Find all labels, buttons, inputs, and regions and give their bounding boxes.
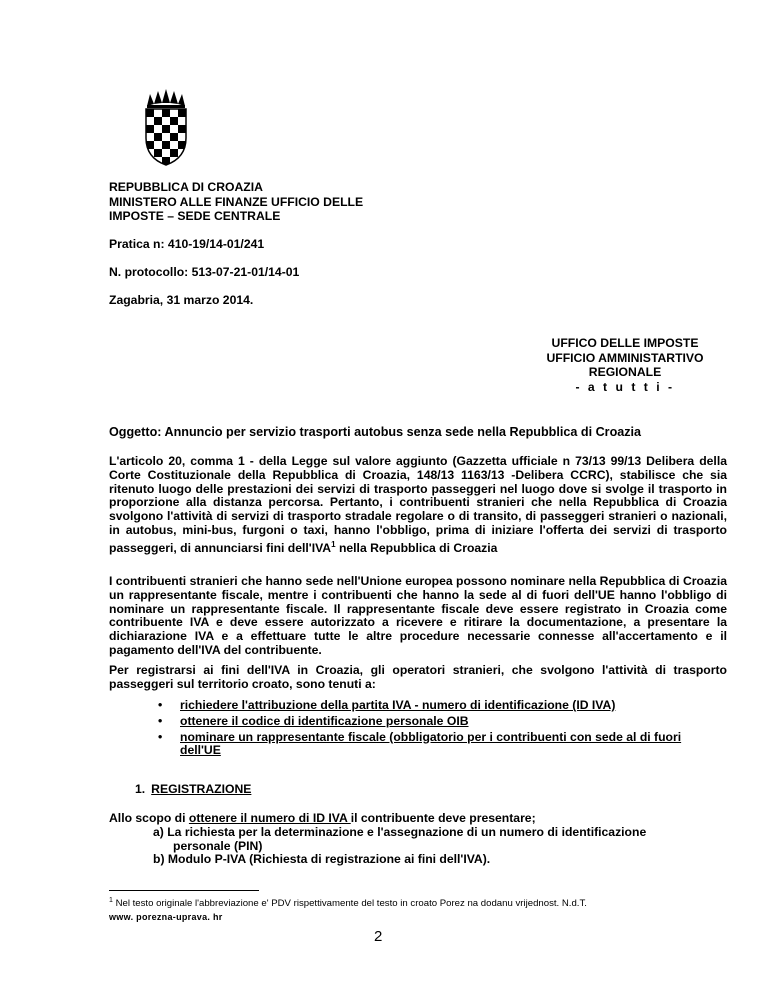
- footnote-text: Nel testo originale l'abbreviazione e' PDV rispettivamente del testo in croato Porez na dodanu vrijednost. N.d.T.: [112, 898, 587, 910]
- issuer-header: [109, 180, 363, 224]
- recipient-line-3: REGIONALE: [588, 365, 662, 379]
- page-number: 2: [374, 928, 383, 945]
- paragraph-two: I contribuenti stranieri che hanno sede nell'Unione europea possono nominare nella Repubblica di Croazia un rappresentante fiscale, mentre i contribuenti che hanno la sede al di fuori dell'UE hanno l'obbligo di nominare un rappresentante fiscale. Il rappresentante fiscale deve essere registrato in Croazia come contribuente IVA e deve essere autorizzato a ricevere e ritirare la documentazione, a presentare la dichiarazione IVA e a effettuare tutte le altre procedure necessarie connesse all'accertamento e il pagamento dell'IVA del contribuente.: [109, 574, 727, 657]
- list-item: [152, 731, 712, 759]
- footnote-divider: [109, 890, 259, 891]
- pratica-number: Pratica n: 410-19/14-01/241: [109, 237, 265, 251]
- item-a: a) La richiesta per la determinazione e l'assegnazione di un numero di identificazione: [153, 824, 647, 839]
- header-line-1: REPUBBLICA DI CROAZIA: [109, 180, 263, 194]
- header-line-3: IMPOSTE – SEDE CENTRALE: [109, 209, 281, 223]
- document-date: Zagabria, 31 marzo 2014.: [109, 293, 254, 307]
- subject-line: Oggetto: Annuncio per servizio trasporti autobus senza sede nella Repubblica di Croazia: [109, 425, 642, 439]
- header-line-2: MINISTERO ALLE FINANZE UFFICIO DELLE: [109, 194, 364, 209]
- lead-start: Allo scopo di: [109, 811, 189, 825]
- item-b: b) Modulo P-IVA (Richiesta di registrazione ai fini dell'IVA).: [153, 852, 491, 867]
- recipient-line-1: UFFICO DELLE IMPOSTE: [551, 336, 699, 350]
- registration-instructions: [109, 812, 729, 867]
- list-item-text: nominare un rappresentante fiscale (obbligatorio per i contribuenti con sede al di fuori dell'UE: [180, 729, 682, 758]
- footnote-mark: 1: [109, 897, 113, 904]
- protocol-number: N. protocollo: 513-07-21-01/14-01: [109, 265, 300, 279]
- paragraph-1-text: L'articolo 20, comma 1 - della Legge sul valore aggiunto (Gazzetta ufficiale n 73/13 99/13 Delibera della Corte Costituzionale della Repubblica di Croazia, 148/13 1163/13 -Delibera CCRC), stabilisce che sia ritenuto luogo delle prestazioni dei servizi di trasporto passeggeri nel luogo dove si svolge il trasporto in proporzione alla distanza percorsa. Pertanto, i contribuenti stranieri che nella Repubblica di Croazia svolgono l'attività di servizi di trasporto stradale regolare o di transito, di passeggeri stranieri o nazionali, in autobus, mini-bus, furgoni o taxi, hanno l'obbligo, prima di iniziare l'offerta dei servizi di trasporto passeggeri, di annunciarsi fini dell'IVA: [109, 454, 727, 555]
- recipient-block: [515, 336, 735, 394]
- croatian-coat-of-arms-icon: [143, 88, 189, 166]
- registration-lead: [109, 812, 729, 826]
- bullet-icon: •: [158, 698, 163, 712]
- requirements-list: [152, 699, 712, 760]
- website-url: www. porezna-uprava. hr: [109, 912, 223, 922]
- paragraph-three: Per registrarsi ai fini dell'IVA in Croazia, gli operatori stranieri, che svolgono l'attività di trasporto passeggeri sul territorio croato, sono tenuti a:: [109, 663, 727, 691]
- recipient-line-2: UFFICIO AMMINISTARTIVO: [546, 350, 704, 365]
- lead-underlined: ottenere il numero di ID IVA: [188, 811, 351, 825]
- section-number: 1.: [135, 782, 146, 796]
- lead-end: il contribuente deve presentare;: [350, 811, 536, 825]
- footnote: [109, 897, 587, 909]
- list-item: [152, 715, 712, 729]
- list-item-text: richiedere l'attribuzione della partita IVA - numero di identificazione (ID IVA): [180, 698, 616, 712]
- item-a-continued: personale (PIN): [173, 838, 263, 853]
- list-item-text: ottenere il codice di identificazione personale OIB: [180, 713, 469, 728]
- footnote-reference: 1: [331, 539, 336, 549]
- recipient-line-4: - a t u t t i -: [575, 379, 675, 394]
- list-item: [152, 699, 712, 713]
- paragraph-1-end: nella Repubblica di Croazia: [335, 540, 498, 555]
- section-title: REGISTRAZIONE: [151, 782, 252, 796]
- bullet-icon: •: [158, 713, 163, 728]
- bullet-icon: •: [158, 729, 163, 744]
- section-heading: [135, 782, 251, 796]
- paragraph-1: [109, 455, 727, 556]
